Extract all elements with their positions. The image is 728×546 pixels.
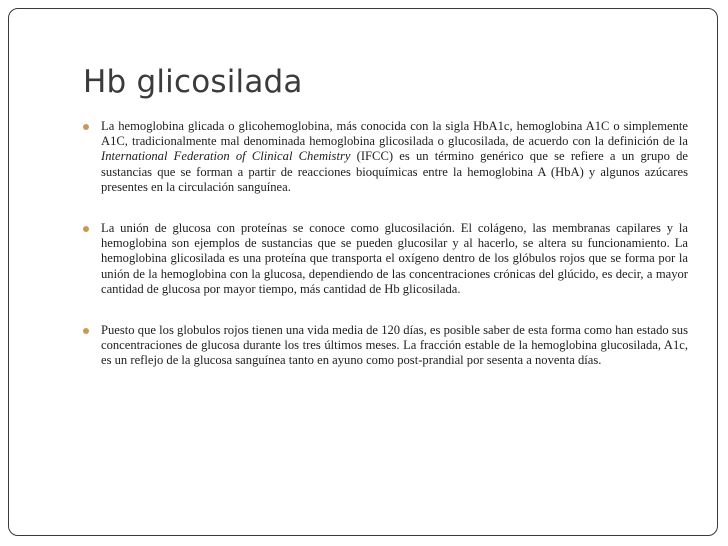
- bullet-text: (IFCC) es un término genérico que se refiere a un grupo de sustancias que se forman a partir de reacciones bioquímicas entre la hemoglobina A (HbA) y algunos azúcares presentes en la circulación sanguínea.: [101, 149, 688, 194]
- bullet-text: La unión de glucosa con proteínas se conoce como glucosilación. El colágeno, las membranas capilares y la hemoglobina son ejemplos de sustancias que se pueden glucosilar y al hacerlo, se altera su funcionamiento. La hemoglobina glicosilada es una proteína que transporta el oxígeno dentro de los glóbulos rojos que se forma por la unión de la hemoglobina con la glucosa, dependiendo de las concentraciones crónicas del glúcido, es decir, a mayor cantidad de glucosa por mayor tiempo, más cantidad de Hb glicosilada.: [101, 221, 688, 296]
- bullet-item: [83, 323, 688, 369]
- circle-bullet-icon: [83, 226, 89, 232]
- bullet-list: [83, 119, 688, 395]
- bullet-item: [83, 221, 688, 297]
- bullet-text: La hemoglobina glicada o glicohemoglobina, más conocida con la sigla HbA1c, hemoglobina A1C o simplemente A1C, tradicionalmente mal denominada hemoglobina glicosilada o glucosilada, de acuerdo con la definición de la: [101, 119, 688, 149]
- bullet-text-italic: International Federation of Clinical Chemistry: [101, 149, 351, 164]
- slide-title: Hb glicosilada: [83, 64, 303, 100]
- circle-bullet-icon: [83, 124, 89, 130]
- bullet-item: [83, 119, 688, 195]
- circle-bullet-icon: [83, 328, 89, 334]
- bullet-text: Puesto que los globulos rojos tienen una vida media de 120 días, es posible saber de esta forma como han estado sus concentraciones de glucosa durante los tres últimos meses. La fracción estable de la hemoglobina glucosilada, A1c, es un reflejo de la glucosa sanguínea tanto en ayuno como post-prandial por sesenta a noventa días.: [101, 323, 688, 368]
